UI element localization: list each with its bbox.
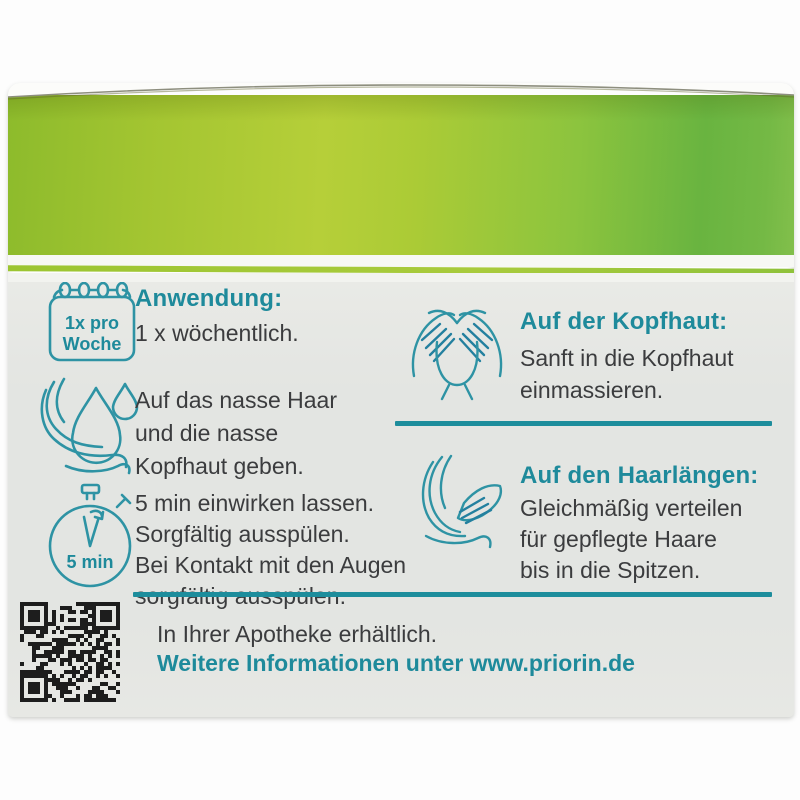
green-brand-band bbox=[8, 95, 794, 255]
footer-divider bbox=[133, 592, 772, 597]
section-divider-right bbox=[395, 421, 772, 426]
usage-heading: Anwendung: bbox=[135, 285, 283, 312]
scalp-heading: Auf der Kopfhaut: bbox=[520, 308, 728, 335]
wet-hair-instruction: Auf das nasse Haar und die nasse Kopfhaut geben. bbox=[135, 387, 338, 479]
box-top-edge bbox=[8, 83, 794, 103]
calendar-icon bbox=[46, 282, 138, 364]
stopwatch-icon bbox=[42, 482, 138, 592]
svg-text:1x pro: 1x pro bbox=[64, 313, 120, 333]
usage-frequency-text: 1 x wöchentlich. bbox=[135, 320, 299, 346]
under-stripe bbox=[8, 273, 794, 282]
qr-code bbox=[18, 600, 122, 704]
head-massage-icon bbox=[406, 296, 508, 402]
svg-text:Woche: Woche bbox=[62, 334, 122, 354]
lengths-instruction: Gleichmäßig verteilen für gepflegte Haare bis in die Spitzen. bbox=[520, 495, 743, 583]
water-drop-hair-icon bbox=[36, 376, 142, 484]
availability-text: In Ihrer Apotheke erhältlich. bbox=[157, 621, 437, 647]
website-link: Weitere Informationen unter www.priorin.de bbox=[157, 650, 635, 676]
timing-instruction: 5 min einwirken lassen. Sorgfältig ausspülen. Bei Kontakt mit den Augen bbox=[135, 490, 407, 578]
lengths-heading: Auf den Haarlängen: bbox=[520, 462, 759, 489]
scalp-instruction: Sanft in die Kopfhaut einmassieren. bbox=[520, 345, 734, 403]
hand-hair-icon bbox=[408, 452, 506, 556]
svg-text:5 min: 5 min bbox=[66, 552, 114, 572]
